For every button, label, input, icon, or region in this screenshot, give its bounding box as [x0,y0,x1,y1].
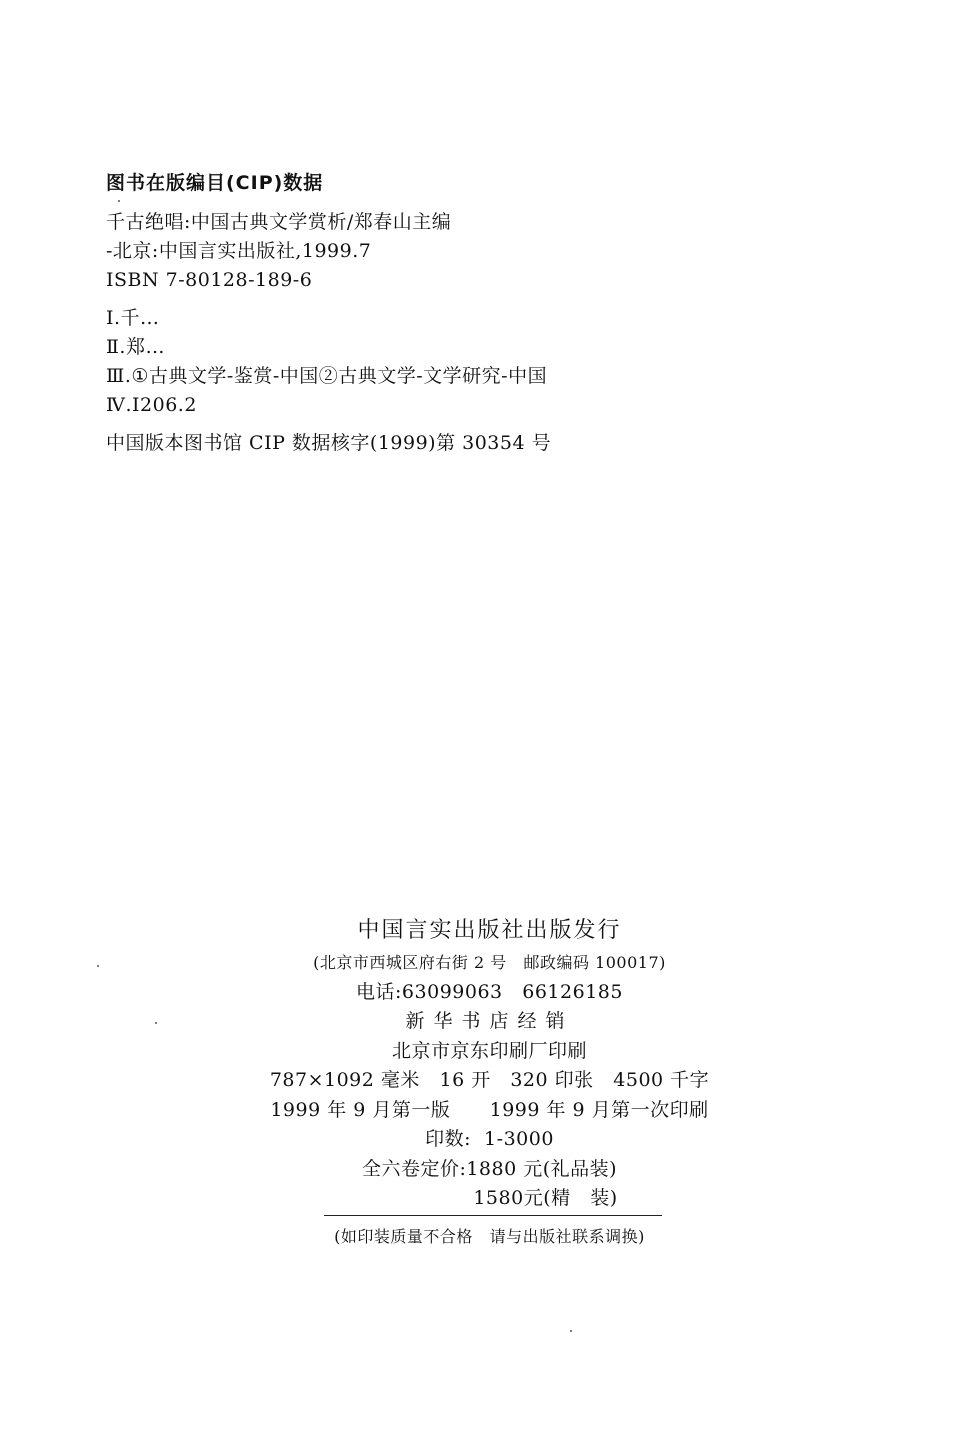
quality-footnote: (如印装质量不合格 请与出版社联系调换) [334,1227,645,1246]
publisher-phone: 电话:63099063 66126185 [356,980,623,1003]
price-hardcover: 1580元(精 装) [473,1187,618,1209]
divider-rule [324,1215,662,1216]
imprint-block [0,916,979,1214]
cip-record-number: 中国版本图书馆 CIP 数据核字(1999)第 30354 号 [106,432,552,454]
cip-publisher-line: -北京:中国言实出版社,1999.7 [106,240,372,262]
cip-heading: 图书在版编目(CIP)数据 [106,172,324,194]
scan-speck [155,1022,157,1024]
scan-speck [118,200,120,202]
cip-isbn-line: ISBN 7-80128-189-6 [106,269,313,291]
printer: 北京市京东印刷厂印刷 [391,1039,587,1062]
scan-speck [570,1330,572,1332]
edition-info: 1999 年 9 月第一版 1999 年 9 月第一次印刷 [270,1098,709,1121]
cip-class-3: Ⅲ.①古典文学-鉴赏-中国②古典文学-文学研究-中国 [106,365,548,387]
cip-block [106,170,551,458]
print-run: 印数: 1-3000 [425,1128,554,1150]
distributor: 新华书店经销 [405,1010,574,1032]
cip-title-line: 千古绝唱:中国古典文学赏析/郑春山主编 [106,211,452,233]
scan-speck [97,965,99,967]
cip-class-4: Ⅳ.I206.2 [106,394,197,416]
cip-class-1: Ⅰ.千… [106,307,160,329]
publisher-name: 中国言实出版社出版发行 [357,918,622,943]
cip-class-2: Ⅱ.郑… [106,336,165,358]
book-format: 787×1092 毫米 16 开 320 印张 4500 千字 [269,1069,710,1091]
publisher-address: (北京市西城区府右街 2 号 邮政编码 100017) [313,953,666,972]
price-deluxe: 全六卷定价:1880 元(礼品装) [361,1157,618,1180]
